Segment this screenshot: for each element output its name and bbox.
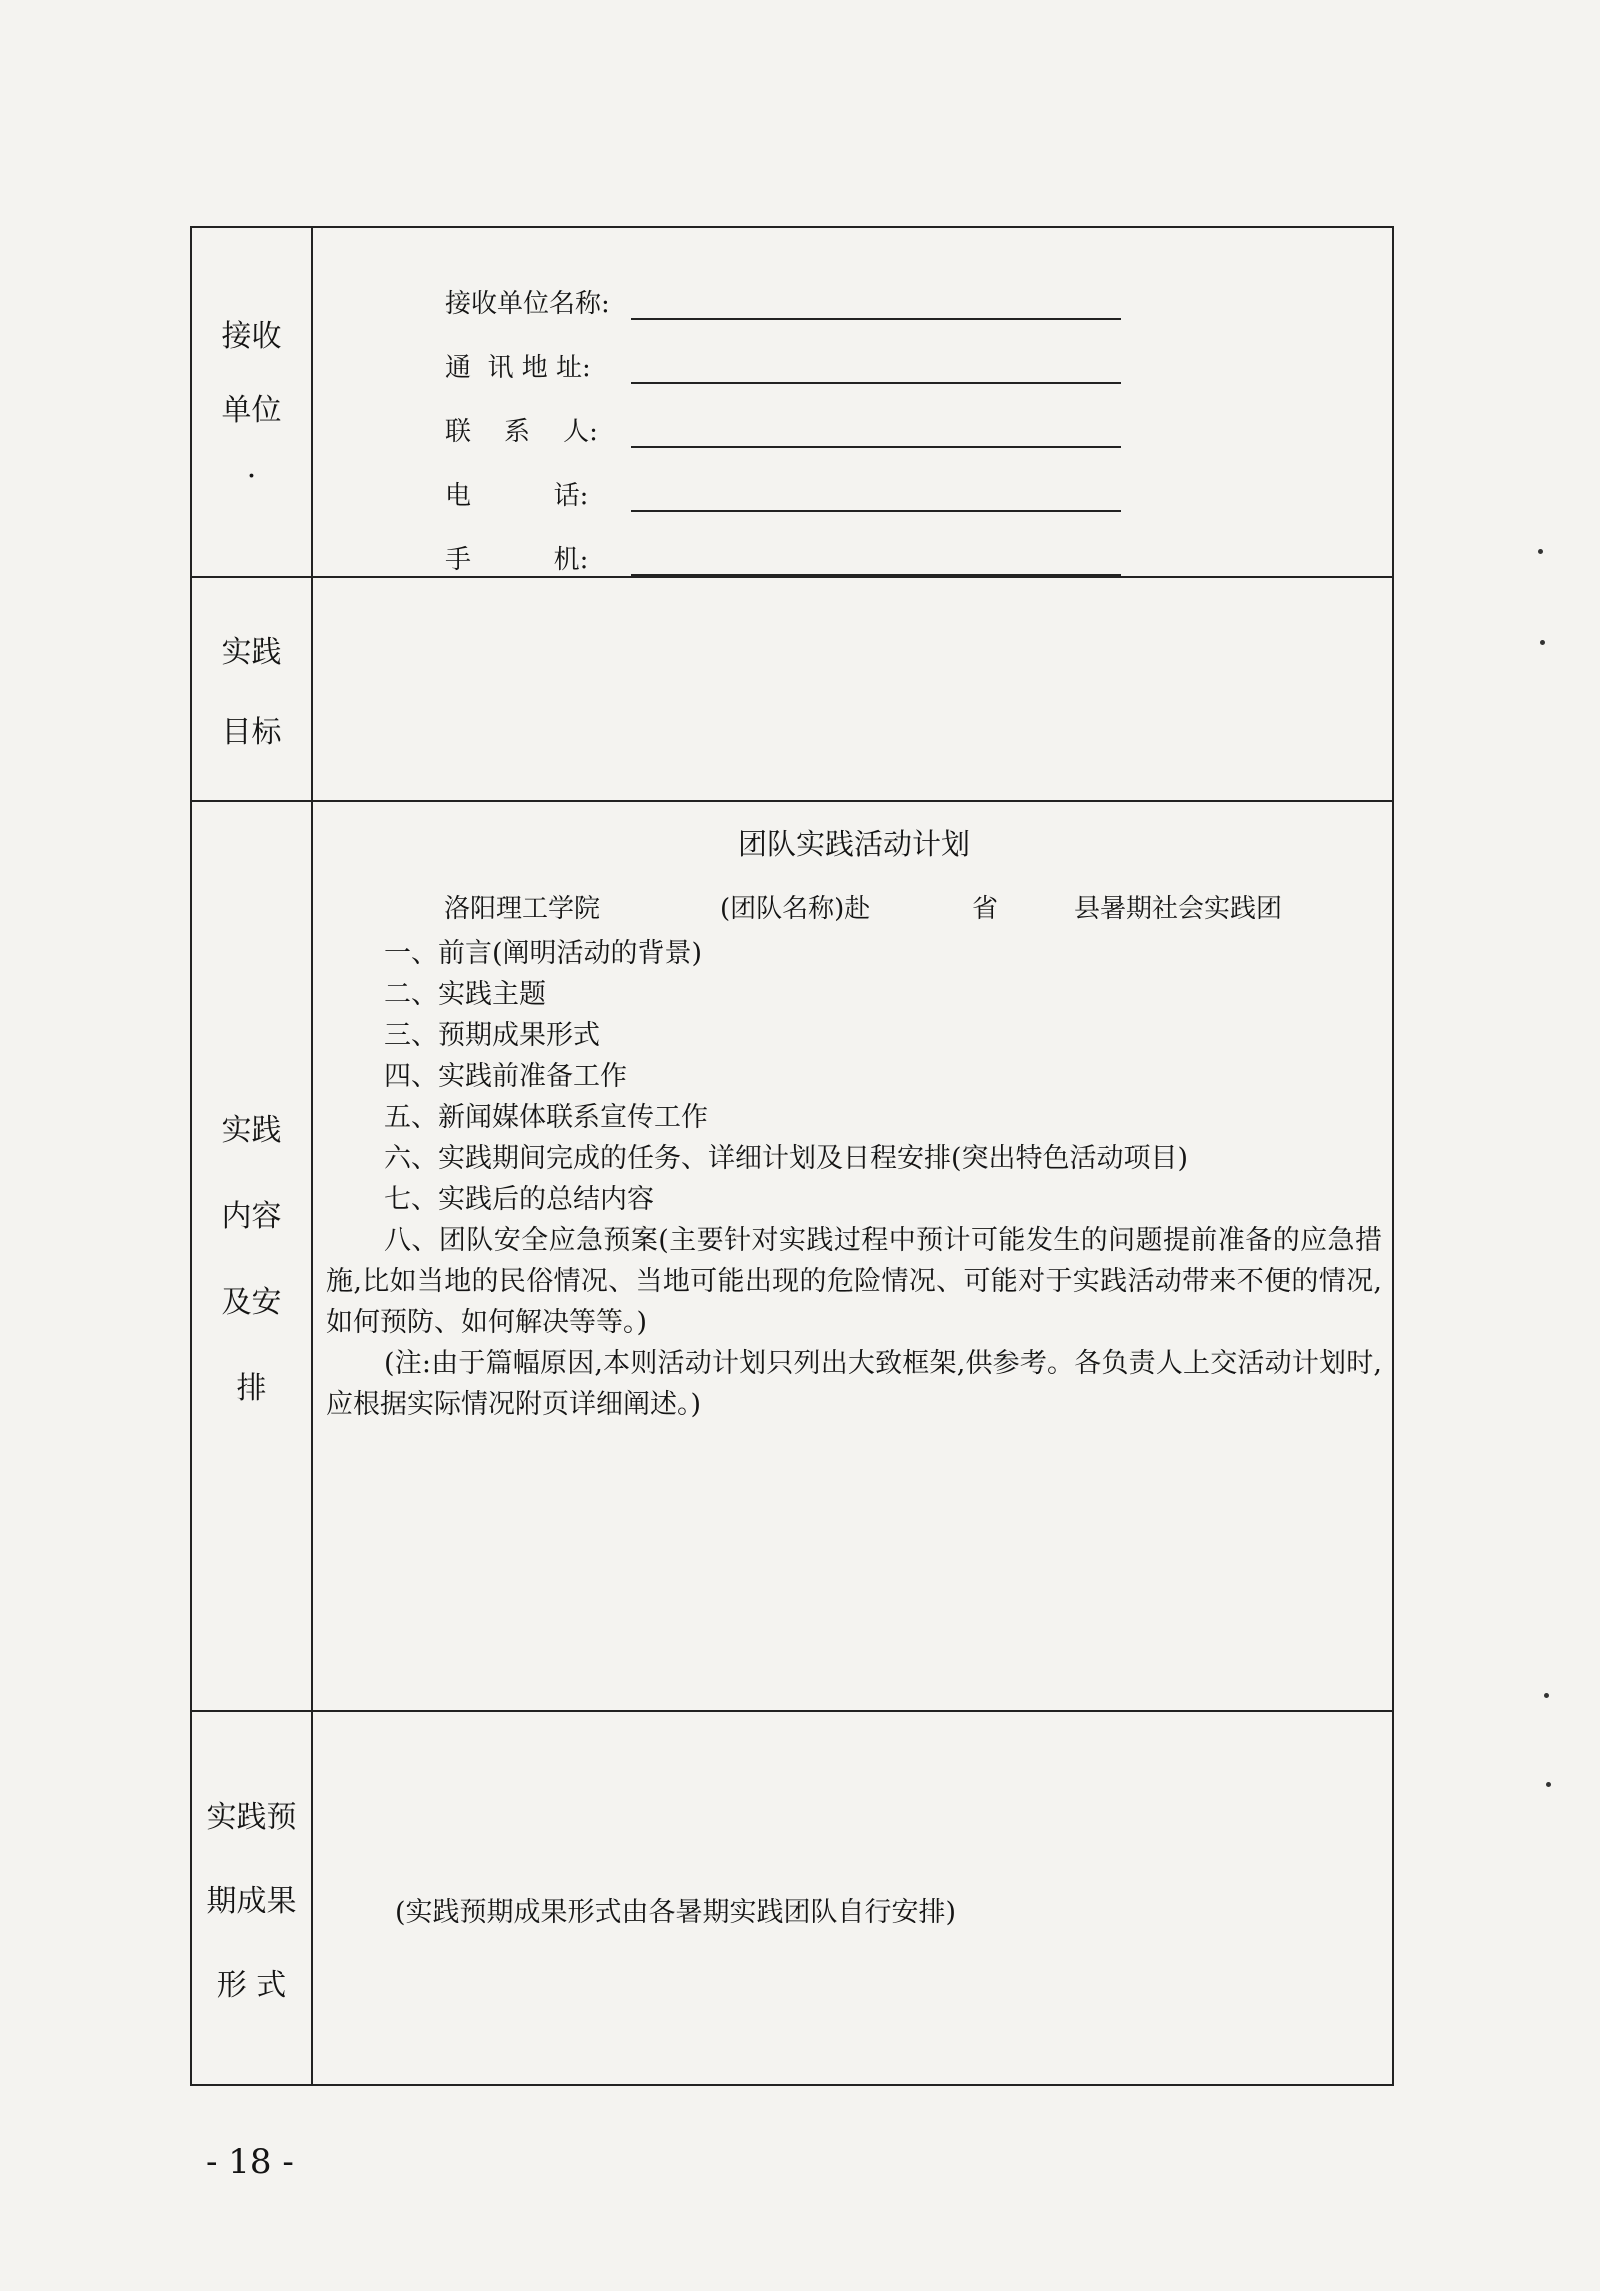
plan-title: 团队实践活动计划 (737, 827, 970, 861)
label-line: 单位 (221, 392, 282, 428)
practice-plan-row (191, 801, 1393, 1711)
contact-field-blank[interactable] (631, 352, 1121, 384)
practice-plan-content-cell (312, 801, 1393, 1711)
plan-header-province: 省 (972, 894, 999, 924)
plan-item: 二、实践主题 (384, 979, 546, 1010)
contact-field-label: 手 机: (445, 545, 589, 575)
contact-field-label: 接收单位名称: (445, 289, 610, 319)
application-form-table (190, 226, 1394, 2086)
practice-goal-input-area[interactable] (312, 577, 1393, 801)
expected-result-content-cell[interactable] (312, 1711, 1393, 2085)
plan-item: 五、新闻媒体联系宣传工作 (384, 1102, 708, 1133)
contact-field-label: 电 话: (445, 481, 589, 511)
plan-item-list (326, 933, 1382, 1220)
contact-field-row (445, 256, 1392, 320)
expected-result-row (191, 1711, 1393, 2085)
contact-field-row (445, 384, 1392, 448)
expected-result-label-cell (191, 1711, 312, 2085)
label-line: 实践预 (206, 1800, 297, 1835)
label-line: 排 (236, 1371, 267, 1406)
plan-item: 一、前言(阐明活动的背景) (384, 938, 703, 969)
plan-header-county: 县暑期社会实践团 (1074, 894, 1283, 924)
receiving-unit-label (192, 311, 311, 494)
label-line: 目标 (221, 715, 282, 750)
expected-result-label (192, 1792, 311, 2004)
contact-field-blank[interactable] (631, 416, 1121, 448)
practice-goal-label-cell (191, 577, 312, 801)
scan-speck (1544, 1693, 1549, 1698)
label-line: 形 式 (216, 1968, 287, 2003)
contact-field-label: 联 系 人: (445, 417, 598, 447)
plan-header-line (326, 889, 1382, 929)
plan-item: 七、实践后的总结内容 (384, 1184, 654, 1215)
plan-item: 三、预期成果形式 (384, 1020, 600, 1051)
plan-item-safety: 八、团队安全应急预案(主要针对实践过程中预计可能发生的问题提前准备的应急措施,比如当地的民俗情况、当地可能出现的危险情况、可能对于实践活动带来不便的情况,如何预防、如何解决等等。) (326, 1225, 1382, 1338)
receiving-unit-row (191, 227, 1393, 577)
label-line: 实践 (221, 635, 282, 670)
label-line: 期成果 (206, 1884, 297, 1919)
label-line: 及安 (221, 1285, 282, 1320)
contact-field-blank[interactable] (631, 288, 1121, 320)
contact-field-row (445, 448, 1392, 512)
practice-goal-label (192, 627, 311, 751)
contact-field-row (445, 512, 1392, 576)
label-line: 内容 (221, 1199, 282, 1234)
contact-field-blank[interactable] (631, 480, 1121, 512)
receiving-unit-label-cell (191, 227, 312, 577)
receiving-unit-fields (313, 228, 1392, 576)
expected-result-note: (实践预期成果形式由各暑期实践团队自行安排) (395, 1897, 957, 1928)
contact-field-row (445, 320, 1392, 384)
receiving-unit-content-cell (312, 227, 1393, 577)
scan-speck (1538, 549, 1543, 554)
plan-note: (注:由于篇幅原因,本则活动计划只列出大致框架,供参考。各负责人上交活动计划时,应根据实际情况附页详细阐述。) (326, 1348, 1382, 1420)
contact-field-label: 通 讯 地 址: (445, 353, 591, 383)
scan-speck (1540, 640, 1545, 645)
plan-header-school: 洛阳理工学院 (444, 894, 601, 924)
page-number: - 18 - (206, 2142, 294, 2182)
label-line: 接收 (221, 318, 282, 354)
label-line: · (246, 458, 257, 494)
scan-speck (1546, 1782, 1551, 1787)
practice-goal-row (191, 577, 1393, 801)
practice-plan-label (192, 1105, 311, 1407)
label-line: 实践 (221, 1113, 282, 1148)
plan-item: 四、实践前准备工作 (384, 1061, 627, 1092)
plan-header-team: (团队名称)赴 (720, 894, 871, 924)
plan-item: 六、实践期间完成的任务、详细计划及日程安排(突出特色活动项目) (384, 1143, 1189, 1174)
practice-plan-label-cell (191, 801, 312, 1711)
contact-field-blank[interactable] (631, 544, 1121, 576)
